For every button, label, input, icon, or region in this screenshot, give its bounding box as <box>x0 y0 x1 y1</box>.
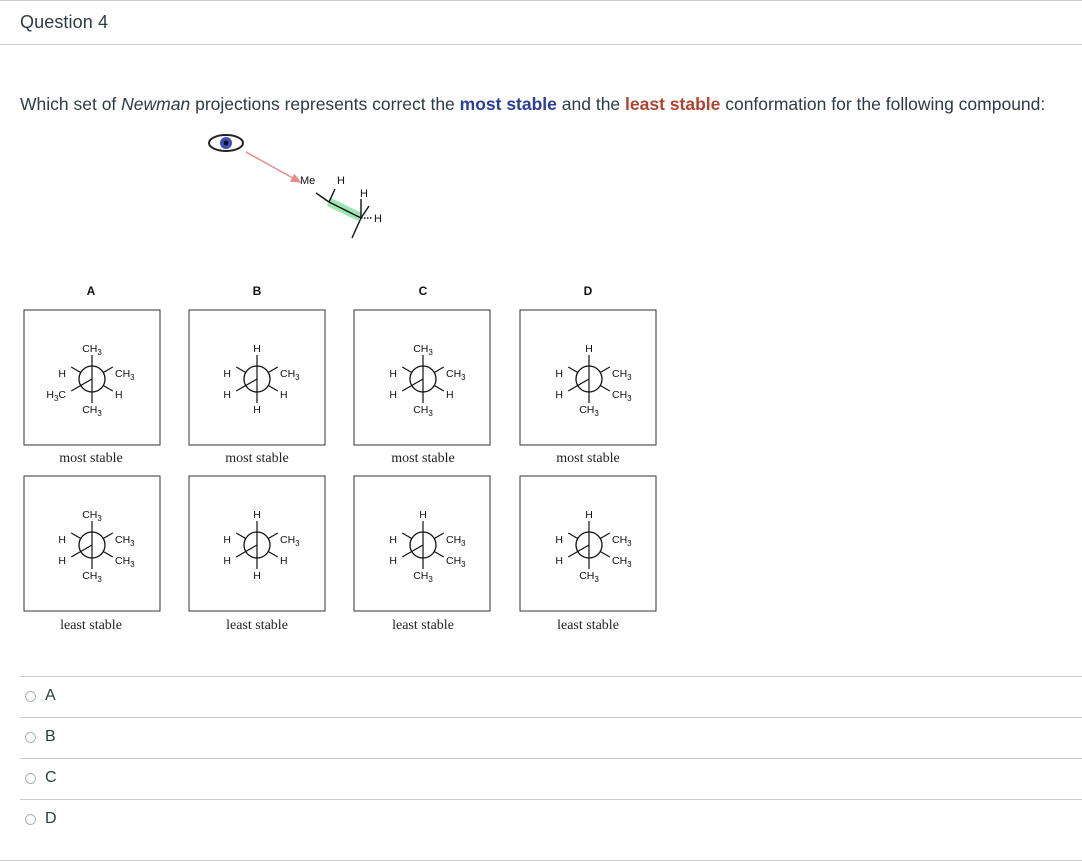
substituent-front-left: H <box>389 555 397 567</box>
substituent-front-bottom: $CH_3$ <box>413 404 433 418</box>
substituent-back-upper-right: $CH_3$ <box>280 368 300 382</box>
substituent-back-upper-right: $CH_3$ <box>115 534 135 548</box>
substituent-front-bottom: H <box>253 404 261 416</box>
choice-separator <box>20 676 1082 677</box>
eye-icon <box>209 135 243 151</box>
answer-label-a: A <box>45 687 56 704</box>
compound-h-label-1: H <box>337 175 345 187</box>
caption-least-a: least stable <box>60 618 122 633</box>
substituent-front-top: H <box>253 509 261 521</box>
option-label-b: B <box>252 284 262 298</box>
substituent-front-left: H <box>223 555 231 567</box>
question-bottom-border <box>0 860 1082 861</box>
compound-structure <box>300 175 382 238</box>
substituent-front-bottom: $CH_3$ <box>579 570 599 584</box>
substituent-back-lower-right: H <box>446 389 454 401</box>
substituent-back-upper-left: H <box>58 534 66 546</box>
compound-h-label-2: H <box>360 188 368 200</box>
substituent-back-upper-left: H <box>555 534 563 546</box>
substituent-front-bottom: H <box>253 570 261 582</box>
substituent-back-upper-right: $CH_3$ <box>612 534 632 548</box>
caption-least-c: least stable <box>392 618 454 633</box>
substituent-back-upper-left: H <box>389 368 397 380</box>
least-stable-highlight: least stable <box>625 94 721 114</box>
answer-option-d[interactable] <box>25 804 57 834</box>
substituent-front-bottom: $CH_3$ <box>82 570 102 584</box>
question-figure <box>0 125 1082 650</box>
substituent-back-lower-right: $CH_3$ <box>446 555 466 569</box>
substituent-back-lower-right: H <box>115 389 123 401</box>
substituent-front-left: $H_3C$ <box>46 389 66 403</box>
substituent-front-top: H <box>253 343 261 355</box>
option-label-a: A <box>86 284 96 298</box>
question-text-part2: projections represents correct the <box>190 94 460 114</box>
option-label-d: D <box>583 284 593 298</box>
substituent-front-bottom: $CH_3$ <box>579 404 599 418</box>
compound-me-label: Me <box>300 175 316 187</box>
radio-button-c[interactable] <box>25 773 36 784</box>
substituent-back-upper-right: $CH_3$ <box>280 534 300 548</box>
substituent-back-upper-right: $CH_3$ <box>115 368 135 382</box>
answer-option-b[interactable] <box>25 722 56 752</box>
answer-label-c: C <box>45 769 57 786</box>
substituent-back-upper-left: H <box>223 368 231 380</box>
view-arrow <box>246 152 300 182</box>
substituent-back-lower-right: H <box>280 555 288 567</box>
substituent-front-left: H <box>389 389 397 401</box>
question-text-part1: Which set of <box>20 94 122 114</box>
question-text-italic: Newman <box>121 94 191 114</box>
substituent-front-top: $CH_3$ <box>413 343 433 357</box>
substituent-front-left: H <box>555 555 563 567</box>
question-title: Question 4 <box>20 12 109 32</box>
substituent-front-top: H <box>585 343 593 355</box>
caption-most-b: most stable <box>225 451 289 466</box>
caption-most-d: most stable <box>556 451 620 466</box>
answer-option-c[interactable] <box>25 763 57 793</box>
caption-most-c: most stable <box>391 451 455 466</box>
substituent-back-upper-right: $CH_3$ <box>446 368 466 382</box>
substituent-back-upper-left: H <box>58 368 66 380</box>
radio-button-a[interactable] <box>25 691 36 702</box>
substituent-front-top: H <box>419 509 427 521</box>
substituent-front-top: H <box>585 509 593 521</box>
most-stable-highlight: most stable <box>459 94 557 114</box>
substituent-front-bottom: $CH_3$ <box>413 570 433 584</box>
substituent-back-upper-right: $CH_3$ <box>612 368 632 382</box>
radio-button-b[interactable] <box>25 732 36 743</box>
caption-least-d: least stable <box>557 618 619 633</box>
substituent-front-bottom: $CH_3$ <box>82 404 102 418</box>
substituent-back-upper-left: H <box>223 534 231 546</box>
substituent-back-upper-left: H <box>555 368 563 380</box>
substituent-back-upper-right: $CH_3$ <box>446 534 466 548</box>
substituent-back-upper-left: H <box>389 534 397 546</box>
caption-most-a: most stable <box>59 451 123 466</box>
option-label-c: C <box>418 284 428 298</box>
choice-separator <box>20 758 1082 759</box>
question-header <box>0 0 1082 45</box>
answer-option-a[interactable] <box>25 681 56 711</box>
substituent-front-top: $CH_3$ <box>82 509 102 523</box>
substituent-front-left: H <box>555 389 563 401</box>
choice-separator <box>20 717 1082 718</box>
compound-h-label-3: H <box>374 213 382 225</box>
substituent-back-lower-right: $CH_3$ <box>612 555 632 569</box>
choice-separator <box>20 799 1082 800</box>
question-text-part3: and the <box>556 94 626 114</box>
substituent-back-lower-right: $CH_3$ <box>115 555 135 569</box>
substituent-back-lower-right: H <box>280 389 288 401</box>
radio-button-d[interactable] <box>25 814 36 825</box>
substituent-front-left: H <box>223 389 231 401</box>
answer-label-b: B <box>45 728 56 745</box>
answer-label-d: D <box>45 810 57 827</box>
newman-figure-svg <box>0 125 1082 650</box>
substituent-back-lower-right: $CH_3$ <box>612 389 632 403</box>
question-text-part4: conformation for the following compound: <box>720 94 1046 114</box>
question-text <box>20 94 1045 115</box>
substituent-front-top: $CH_3$ <box>82 343 102 357</box>
substituent-front-left: H <box>58 555 66 567</box>
caption-least-b: least stable <box>226 618 288 633</box>
